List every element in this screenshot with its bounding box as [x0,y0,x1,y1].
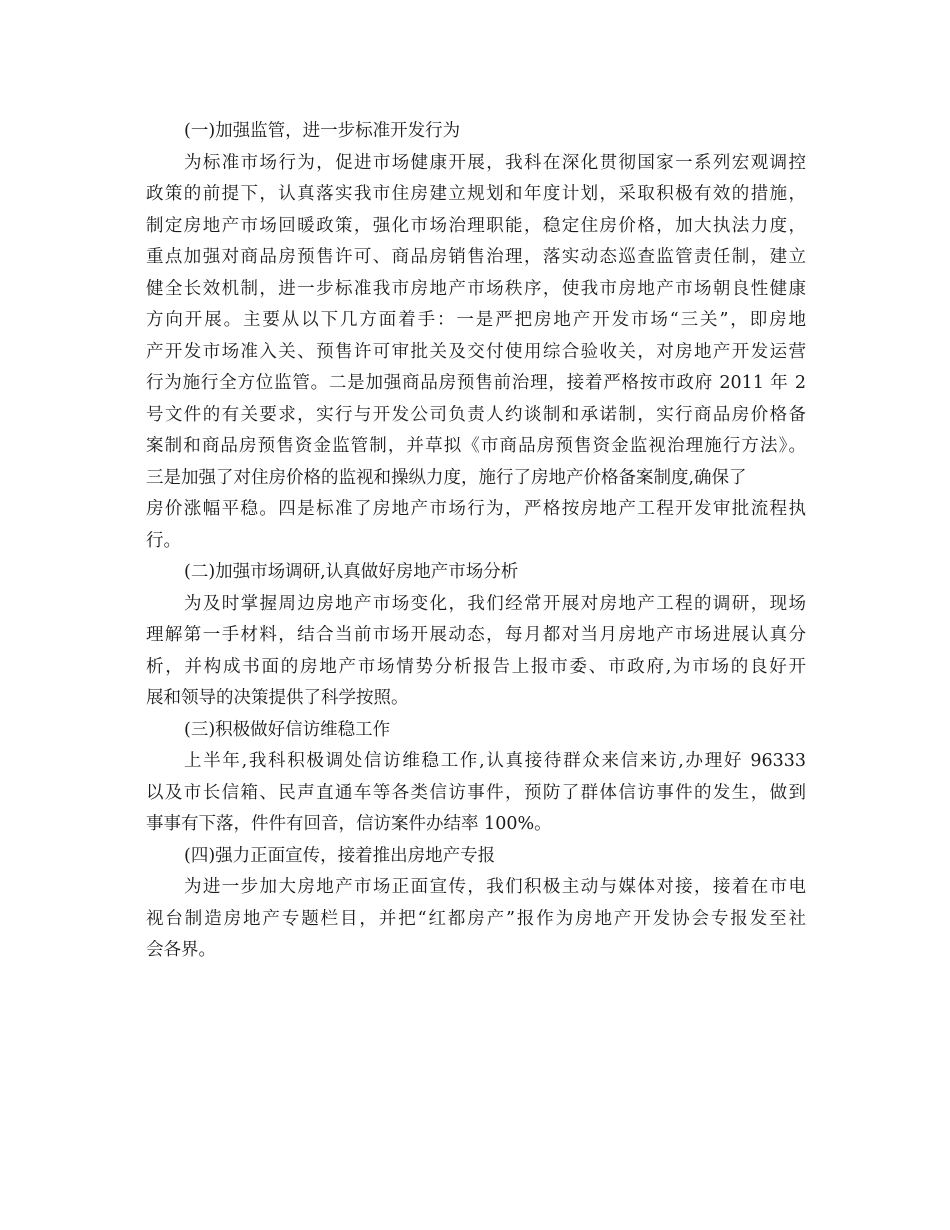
paragraph-line: 重点加强对商品房预售许可、商品房销售治理，落实动态巡查监管责任制，建立 [146,247,806,267]
paragraph-line: 理解第一手材料，结合当前市场开展动态，每月都对当月房地产市场进展认真分 [146,625,806,645]
paragraph-line: 为进一步加大房地产市场正面宣传，我们积极主动与媒体对接，接着在市电 [184,877,806,897]
paragraph-line: 事事有下落，件件有回音，信访案件办结率 100%。 [146,814,552,834]
paragraph-line: 为标准市场行为，促进市场健康开展，我科在深化贯彻国家一系列宏观调控 [184,152,806,173]
paragraph-line: 以及市长信箱、民声直通车等各类信访事件，预防了群体信访事件的发生，做到 [146,782,806,803]
paragraph-line: 健全长效机制，进一步标准我市房地产市场秩序，使我市房地产市场朝良性健康 [146,278,806,299]
paragraph-line: 方向开展。主要从以下几方面着手：一是严把房地产开发市场“三关”，即房地 [146,310,806,330]
paragraph-line: 视台制造房地产专题栏目，并把“红都房产”报作为房地产开发协会专报发至社 [146,908,806,929]
paragraph-line: 案制和商品房预售资金监管制，并草拟《市商品房预售资金监视治理施行方法》。 [146,436,806,456]
paragraph-line: 政策的前提下，认真落实我市住房建立规划和年度计划，采取积极有效的措施， [146,184,806,204]
section-heading: (一)加强监管，进一步标准开发行为 [184,121,461,141]
paragraph-line: 析，并构成书面的房地产市场情势分析报告上报市委、市政府,为市场的良好开 [146,656,806,677]
section-petitions [146,715,806,841]
section-heading: (三)积极做好信访维稳工作 [184,719,391,740]
paragraph-line: 制定房地产市场回暖政策，强化市场治理职能，稳定住房价格，加大执法力度， [146,215,806,236]
paragraph-line: 会各界。 [146,940,216,960]
paragraph-line: 号文件的有关要求，实行与开发公司负责人约谈制和承诺制，实行商品房价格备 [146,404,806,425]
section-regulation [146,116,806,557]
paragraph-line: 产开发市场准入关、预售许可审批关及交付使用综合验收关，对房地产开发运营 [146,341,806,362]
document-body [146,116,806,967]
paragraph-line: 展和领导的决策提供了科学按照。 [146,688,409,708]
section-heading: (四)强力正面宣传，接着推出房地产专报 [184,845,496,866]
paragraph-line: 三是加强了对住房价格的监视和操纵力度，施行了房地产价格备案制度,确保了 [146,467,747,488]
paragraph-line: 房价涨幅平稳。四是标准了房地产市场行为，严格按房地产工程开发审批流程执 [146,499,806,519]
section-market-research [146,557,806,715]
section-publicity [146,841,806,967]
section-heading: (二)加强市场调研,认真做好房地产市场分析 [184,562,519,582]
paragraph-line: 行。 [146,530,181,551]
paragraph-line: 行为施行全方位监管。二是加强商品房预售前治理，接着严格按市政府 2011 年 2 [146,373,806,393]
paragraph-line: 上半年,我科积极调处信访维稳工作,认真接待群众来信来访,办理好 96333 [184,751,806,771]
paragraph-line: 为及时掌握周边房地产市场变化，我们经常开展对房地产工程的调研，现场 [184,593,806,614]
